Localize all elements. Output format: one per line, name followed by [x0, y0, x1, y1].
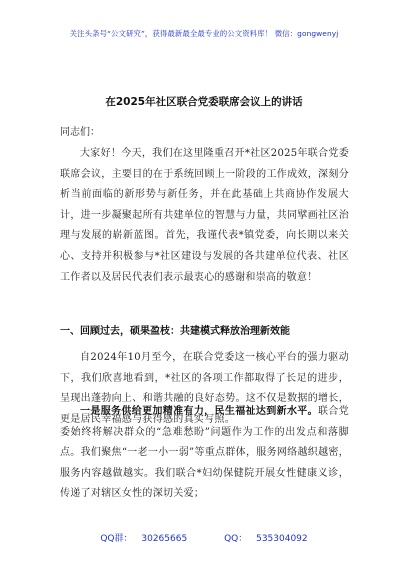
salutation: 同志们： [60, 127, 100, 138]
paragraph-review: 自2024年10月至今，在联合党委这一核心平台的强力驱动下，我们欣喜地看到，*社区的各项工作都取得了长足的进步，呈现出蓬勃向上、和谐共融的良好态势。这不仅是数据的增长，更是居民幸福感与获得感的真实写照。 [60, 352, 349, 425]
promo-banner: 关注头条号“公文研究”，获得最新最全最专业的公文资料库！ 微信：gongwenyj [69, 29, 339, 38]
qq-group: QQ群： 30265665 [100, 534, 188, 544]
paragraph-body-text: 联合党委始终将解决群众的“急难愁盼”问题作为工作的出发点和落脚点。我们聚焦“一老一小一弱”等重点群体，服务网络越织越密，服务内容越做越实。我们联合*妇幼保健院开展女性健康义诊，传递了对辖区女性的深切关爱； [60, 406, 349, 500]
paragraph-services [60, 402, 349, 505]
qq-contact: QQ： 535304092 [224, 534, 308, 544]
paragraph-lead-text: 一是服务供给更加精准有力，民生福祉达到新水平。 [80, 406, 318, 417]
paragraph-opening: 大家好！今天，我们在这里隆重召开*社区2025年联合党委联席会议，主要目的在于系统回顾上一阶段的工作成效，深刻分析当前面临的新形势与新任务，并在此基础上共商协作发展大计，进一步凝聚起所有共建单位的智慧与力量，共同擘画社区治理与发展的崭新蓝图。首先，我谨代表*镇党委，向长期以来关心、支持并积极参与*社区建设与发展的各共建单位代表、社区工作者以及居民代表们表示最衷心的感谢和崇高的敬意！ [60, 148, 349, 283]
section-heading-1: 一、回顾过去，硕果盈枝：共建模式释放治理新效能 [60, 326, 290, 337]
document-title: 在2025年社区联合党委联席会议上的讲话 [105, 96, 303, 108]
contact-footer [0, 531, 408, 544]
